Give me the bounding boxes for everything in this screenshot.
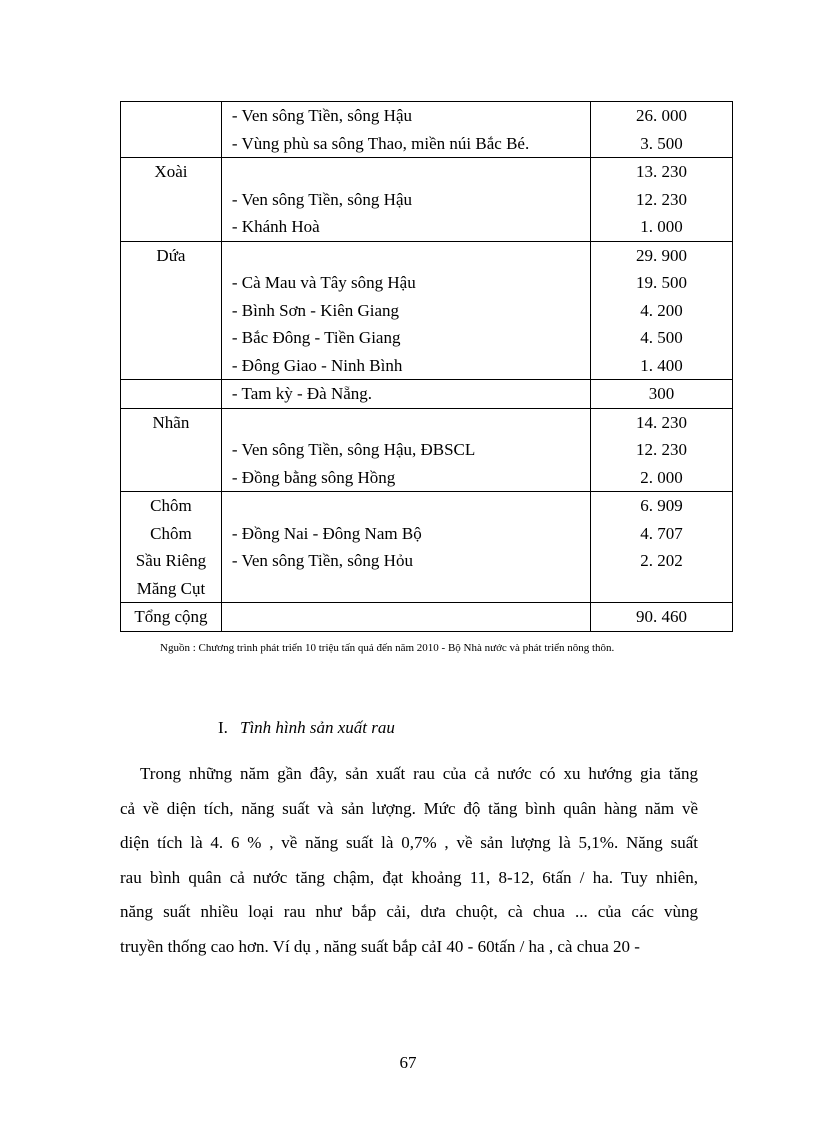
area-cell-line: 4. 707 [640, 523, 683, 543]
region-cell-line: - Đông Giao - Ninh Bình [231, 355, 403, 375]
region-cell-line: - Ven sông Tiền, sông Hậu [231, 106, 412, 125]
area-cell-line: 4. 500 [640, 328, 683, 347]
table-row [121, 492, 733, 603]
area-cell [591, 158, 733, 242]
region-cell [221, 492, 590, 603]
fruit-cell-line [121, 102, 221, 130]
paragraph-line: rau bình quân cả nước tăng chậm, đạt khoảng 11, 8-12, 6tấn / ha. Tuy nhiên, [120, 867, 698, 887]
region-cell-line: - Đồng Nai - Đông Nam Bộ [231, 523, 422, 543]
fruit-region-table [120, 101, 733, 632]
paragraph-line: truyền thống cao hơn. Ví dụ , năng suất bắp cảI 40 - 60tấn / ha , cà chua 20 - [120, 936, 640, 956]
page-number: 67 [399, 1053, 417, 1072]
fruit-cell [121, 492, 222, 603]
paragraph-line: Trong những năm gần đây, sản xuất rau của cả nước có xu hướng gia tăng [140, 764, 698, 783]
area-cell-line: 1. 000 [640, 217, 683, 236]
region-cell-line: - Tam kỳ - Đà Nẵng. [231, 384, 373, 403]
area-cell-line: 2. 202 [640, 551, 683, 570]
region-cell-line: - Đồng bằng sông Hồng [231, 467, 396, 487]
region-cell-line [232, 242, 590, 270]
region-cell-line: - Ven sông Tiền, sông Hỏu [231, 551, 413, 570]
area-cell-line: 90. 460 [636, 607, 688, 626]
paragraph-line: cả về diện tích, năng suất và sản lượng. Mức độ tăng bình quân hàng năm về [120, 798, 698, 818]
area-cell-line: 26. 000 [636, 106, 688, 125]
area-cell-line: 13. 230 [636, 162, 688, 181]
section-title: Tình hình sản xuất rau [240, 718, 395, 737]
fruit-cell [121, 603, 222, 632]
fruit-cell-line: Nhãn [152, 412, 190, 432]
region-cell-line: - Khánh Hoà [231, 217, 320, 236]
area-cell-line: 6. 909 [640, 496, 683, 515]
table-row [121, 102, 733, 158]
region-cell-line [232, 158, 590, 186]
source-note: Nguồn : Chương trình phát triển 10 triệu tấn quả đến năm 2010 - Bộ Nhà nước và phát triển nông thôn. [160, 642, 615, 654]
region-cell-line [232, 492, 590, 520]
fruit-cell [121, 158, 222, 242]
fruit-cell-line [121, 380, 221, 408]
area-cell-line: 3. 500 [640, 133, 683, 153]
area-cell-line: 4. 200 [640, 300, 683, 320]
region-cell-line: - Ven sông Tiền, sông Hậu [231, 189, 412, 209]
region-cell-line [232, 409, 590, 437]
region-cell [221, 241, 590, 380]
area-cell-line: 2. 000 [640, 467, 683, 487]
section-number: I. [218, 718, 228, 737]
fruit-cell [121, 241, 222, 380]
area-cell-line: 19. 500 [636, 273, 688, 292]
area-cell-line: 12. 230 [636, 189, 688, 209]
region-cell-line: - Bình Sơn - Kiên Giang [231, 300, 400, 320]
region-cell [221, 603, 590, 632]
fruit-cell-line: Măng Cụt [136, 578, 206, 598]
fruit-cell-line: Chôm [150, 523, 192, 543]
area-cell [591, 408, 733, 492]
area-cell [591, 603, 733, 632]
paragraph-line: năng suất nhiều loại rau như bắp cải, dưa chuột, cà chua ... của các vùng [120, 902, 698, 921]
section-heading [218, 718, 395, 738]
body-paragraph [120, 757, 698, 964]
fruit-cell-line: Dứa [156, 245, 186, 265]
region-cell [221, 102, 590, 158]
table-row [121, 241, 733, 380]
region-cell [221, 380, 590, 409]
area-cell [591, 102, 733, 158]
area-cell [591, 380, 733, 409]
area-cell-line: 29. 900 [636, 245, 688, 265]
fruit-cell [121, 380, 222, 409]
region-cell-line: - Vùng phù sa sông Thao, miền núi Bắc Bé. [231, 133, 530, 153]
table-row [121, 408, 733, 492]
region-cell [221, 158, 590, 242]
fruit-cell-line: Xoài [154, 162, 188, 181]
fruit-cell-line: Tổng cộng [134, 607, 208, 626]
area-cell-line: 12. 230 [636, 440, 688, 459]
table-row [121, 158, 733, 242]
table-row [121, 380, 733, 409]
area-cell-line: 300 [648, 384, 675, 403]
table-row [121, 603, 733, 632]
area-cell [591, 492, 733, 603]
paragraph-line: diện tích là 4. 6 % , về năng suất là 0,7% , về sản lượng là 5,1%. Năng suất [120, 833, 698, 852]
region-cell-line [232, 603, 590, 631]
region-cell-line: - Bắc Đông - Tiền Giang [231, 328, 401, 347]
region-cell-line: - Ven sông Tiền, sông Hậu, ĐBSCL [231, 440, 476, 459]
area-cell-line: 1. 400 [640, 355, 683, 375]
area-cell-line: 14. 230 [636, 412, 688, 432]
fruit-cell-line: Chôm [150, 496, 192, 515]
fruit-cell-line: Sầu Riêng [135, 551, 207, 570]
area-cell [591, 241, 733, 380]
region-cell-line: - Cà Mau và Tây sông Hậu [231, 273, 416, 292]
fruit-cell [121, 408, 222, 492]
region-cell [221, 408, 590, 492]
table-body [121, 102, 733, 632]
fruit-cell [121, 102, 222, 158]
